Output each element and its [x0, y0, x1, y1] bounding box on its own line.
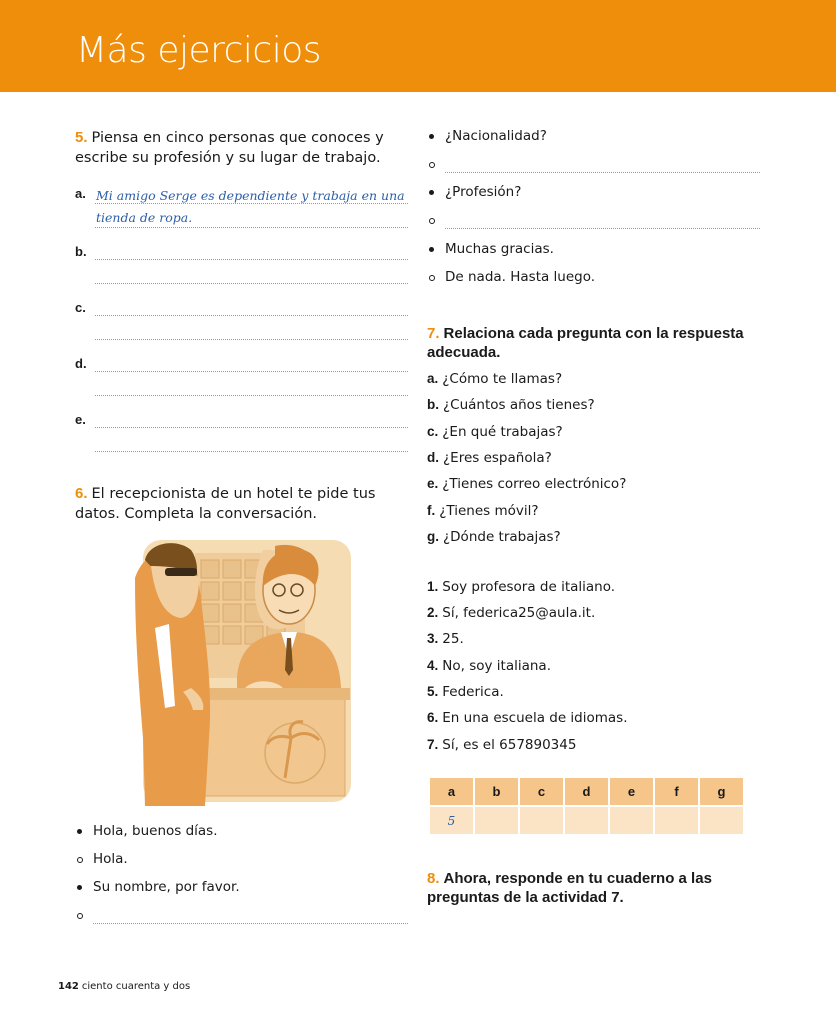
conversation-line: [427, 128, 760, 150]
speaker-bullet-filled: [429, 190, 434, 195]
speaker-bullet-open: [77, 913, 83, 919]
conversation-line: [75, 879, 408, 901]
question-item: a. ¿Cómo te llamas?: [427, 371, 563, 387]
answer-line: [95, 395, 408, 396]
answer-line: [95, 451, 408, 452]
speaker-bullet-filled: [77, 885, 82, 890]
answer-line: [95, 259, 408, 260]
matching-answer-row: [430, 807, 743, 834]
matching-header-row: [430, 778, 743, 805]
speaker-bullet-filled: [429, 134, 434, 139]
matching-header-cell: c: [520, 778, 563, 805]
item-letter: b.: [75, 244, 87, 259]
question-item: f. ¿Tienes móvil?: [427, 503, 539, 519]
matching-answer-cell[interactable]: [700, 807, 743, 834]
speaker-bullet-open: [429, 162, 435, 168]
answer-line: [95, 427, 408, 428]
matching-header-cell: e: [610, 778, 653, 805]
answer-line: [95, 283, 408, 284]
instruction-text: Ahora, responde en tu cuaderno a las preguntas de la actividad 7.: [427, 870, 712, 906]
exercise-7-instruction: [427, 324, 762, 362]
speaker-bullet-open: [429, 218, 435, 224]
answer-item: 5. Federica.: [427, 684, 504, 700]
conversation-text: De nada. Hasta luego.: [445, 269, 596, 285]
question-item: e. ¿Tienes correo electrónico?: [427, 476, 627, 492]
item-letter: c.: [75, 300, 86, 315]
conversation-line: [75, 823, 408, 845]
conversation-text: Hola, buenos días.: [93, 823, 218, 839]
question-item: g. ¿Dónde trabajas?: [427, 529, 561, 545]
answer-item: 2. Sí, federica25@aula.it.: [427, 605, 596, 621]
matching-answer-cell[interactable]: [475, 807, 518, 834]
page-header: [0, 0, 836, 92]
exercise-number: 7.: [427, 325, 440, 342]
matching-answer-cell[interactable]: [565, 807, 608, 834]
answer-item: 4. No, soy italiana.: [427, 658, 551, 674]
handwritten-answer: 5: [447, 814, 456, 828]
left-column: [75, 128, 410, 895]
matching-answer-cell[interactable]: [610, 807, 653, 834]
instruction-text: Piensa en cinco personas que conoces y escribe su profesión y su lugar de trabajo.: [75, 130, 384, 166]
conversation-line: [427, 269, 760, 291]
answer-line: [95, 371, 408, 372]
answer-line: [95, 315, 408, 316]
speaker-bullet-open: [77, 857, 83, 863]
speaker-bullet-filled: [77, 829, 82, 834]
exercise-5-instruction: [75, 128, 405, 168]
matching-answer-cell[interactable]: [520, 807, 563, 834]
matching-answer-cell[interactable]: [655, 807, 698, 834]
exercise-number: 8.: [427, 870, 440, 887]
answer-line: [445, 172, 760, 173]
exercise-6-instruction: [75, 484, 405, 524]
item-letter: d.: [75, 356, 87, 371]
conversation-text: ¿Nacionalidad?: [445, 128, 547, 144]
conversation-text: Hola.: [93, 851, 128, 867]
answer-row-b[interactable]: [75, 244, 408, 292]
answer-line: [93, 923, 408, 924]
question-item: b. ¿Cuántos años tienes?: [427, 397, 595, 413]
conversation-line: [75, 851, 408, 873]
question-item: d. ¿Eres española?: [427, 450, 552, 466]
answer-row-e[interactable]: [75, 412, 408, 460]
instruction-text: El recepcionista de un hotel te pide tus datos. Completa la conversación.: [75, 486, 376, 522]
hotel-reception-illustration: [135, 538, 353, 808]
item-letter: a.: [75, 186, 86, 201]
answer-item: 1. Soy profesora de italiano.: [427, 579, 616, 595]
speaker-bullet-filled: [429, 247, 434, 252]
question-item: c. ¿En qué trabajas?: [427, 424, 563, 440]
matching-answer-cell[interactable]: [430, 807, 473, 834]
answer-item: 7. Sí, es el 657890345: [427, 737, 577, 753]
page-number-words: ciento cuarenta y dos: [81, 981, 191, 992]
answer-item: 6. En una escuela de idiomas.: [427, 710, 628, 726]
page-title: Más ejercicios: [76, 30, 321, 71]
answer-line: [445, 228, 760, 229]
answer-row-a[interactable]: [75, 186, 408, 234]
conversation-line: [427, 184, 760, 206]
conversation-text: Su nombre, por favor.: [93, 879, 240, 895]
conversation-text: ¿Profesión?: [445, 184, 522, 200]
conversation-blank[interactable]: [427, 156, 760, 178]
conversation-text: Muchas gracias.: [445, 241, 554, 257]
exercise-8-instruction: [427, 869, 762, 907]
answer-line: [95, 339, 408, 340]
conversation-line: [427, 241, 760, 263]
page-number: 142: [58, 981, 79, 992]
item-letter: e.: [75, 412, 86, 427]
matching-header-cell: a: [430, 778, 473, 805]
instruction-text: Relaciona cada pregunta con la respuesta adecuada.: [427, 325, 744, 361]
answer-item: 3. 25.: [427, 631, 464, 647]
speaker-bullet-open: [429, 275, 435, 281]
conversation-blank[interactable]: [427, 212, 760, 234]
matching-table: [428, 776, 745, 836]
answer-row-c[interactable]: [75, 300, 408, 348]
answer-row-d[interactable]: [75, 356, 408, 404]
conversation-blank[interactable]: [75, 907, 408, 929]
matching-header-cell: f: [655, 778, 698, 805]
exercise-number: 6.: [75, 485, 88, 502]
matching-header-cell: d: [565, 778, 608, 805]
page-footer: [58, 981, 190, 992]
exercise-number: 5.: [75, 129, 88, 146]
matching-header-cell: g: [700, 778, 743, 805]
matching-header-cell: b: [475, 778, 518, 805]
handwritten-answer: Mi amigo Serge es dependiente y trabaja en una tienda de ropa.: [96, 188, 405, 225]
